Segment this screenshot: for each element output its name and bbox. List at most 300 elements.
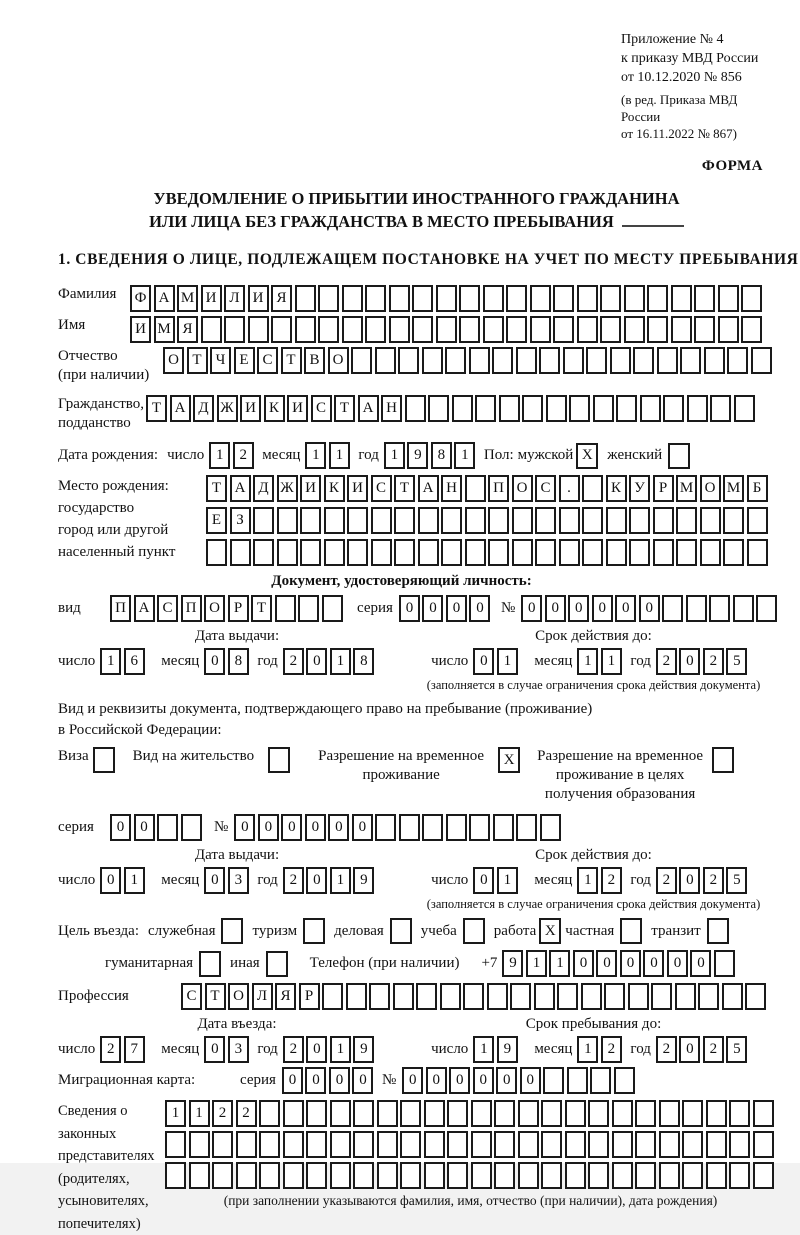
char-cell: Т <box>187 347 208 374</box>
residence-doc-intro2: в Российской Федерации: <box>58 722 222 738</box>
char-cell: 0 <box>204 867 225 894</box>
char-cell <box>447 1131 468 1158</box>
identity-doc-series-label: серия <box>357 600 393 616</box>
annex-line: от 10.12.2020 № 856 <box>621 70 742 85</box>
char-cell <box>640 395 661 422</box>
char-cell <box>300 539 321 566</box>
year-label: год <box>630 872 651 888</box>
char-cell: 0 <box>469 595 490 622</box>
char-cell <box>604 983 625 1010</box>
char-cell <box>428 395 449 422</box>
char-cell: 0 <box>110 814 131 841</box>
char-cell <box>635 1100 656 1127</box>
form-label: ФОРМА <box>701 158 763 174</box>
char-cell <box>400 1162 421 1189</box>
char-cell <box>614 1067 635 1094</box>
purpose-official-label: служебная <box>147 922 216 939</box>
char-cell <box>706 1131 727 1158</box>
char-cell <box>530 285 551 312</box>
char-cell <box>412 316 433 343</box>
char-cell <box>369 983 390 1010</box>
char-cell <box>353 1131 374 1158</box>
stay-day-cells <box>473 1036 520 1063</box>
birth-place-cells <box>206 475 770 571</box>
char-cell <box>471 1162 492 1189</box>
entry-day-cells <box>100 1036 147 1063</box>
char-cell: Е <box>234 347 255 374</box>
char-cell <box>753 1100 774 1127</box>
char-cell: Ч <box>210 347 231 374</box>
char-cell <box>224 316 245 343</box>
char-cell: 1 <box>209 442 230 469</box>
char-cell: 5 <box>726 1036 747 1063</box>
char-cell <box>298 595 319 622</box>
identity-doc-kind-cells <box>110 595 345 622</box>
title-blank-underline <box>622 211 684 227</box>
char-cell <box>236 1131 257 1158</box>
char-cell: 9 <box>502 950 523 977</box>
char-cell: Т <box>394 475 415 502</box>
char-cell <box>394 507 415 534</box>
char-cell <box>727 347 748 374</box>
char-cell <box>422 347 443 374</box>
char-cell <box>441 539 462 566</box>
char-cell: 0 <box>679 867 700 894</box>
char-cell <box>534 983 555 1010</box>
char-cell <box>510 983 531 1010</box>
char-cell <box>553 285 574 312</box>
char-cell <box>729 1131 750 1158</box>
char-cell <box>675 983 696 1010</box>
char-cell: Т <box>251 595 272 622</box>
char-cell: О <box>228 983 249 1010</box>
char-cell <box>706 1162 727 1189</box>
char-cell <box>733 595 754 622</box>
option-visa <box>58 747 115 773</box>
char-cell <box>318 316 339 343</box>
char-cell <box>371 539 392 566</box>
char-cell <box>324 539 345 566</box>
char-cell: 0 <box>446 595 467 622</box>
char-cell: 0 <box>690 950 711 977</box>
char-cell: А <box>358 395 379 422</box>
stay-until-title: Срок пребывания до: <box>525 1016 662 1032</box>
char-cell <box>157 814 178 841</box>
char-cell: 2 <box>703 867 724 894</box>
char-cell <box>483 285 504 312</box>
char-cell <box>516 347 537 374</box>
purpose-private-checkbox <box>620 918 642 944</box>
char-cell <box>512 507 533 534</box>
char-cell <box>671 316 692 343</box>
birth-place-row1 <box>206 475 770 502</box>
char-cell <box>441 507 462 534</box>
entry-stay-dates <box>58 1016 775 1063</box>
day-label: число <box>58 872 96 888</box>
char-cell <box>518 1131 539 1158</box>
char-cell <box>398 347 419 374</box>
residence-doc-series-label: серия <box>58 819 94 835</box>
char-cell <box>189 1131 210 1158</box>
char-cell <box>471 1100 492 1127</box>
char-cell <box>709 595 730 622</box>
char-cell: К <box>606 475 627 502</box>
char-cell: 1 <box>330 1036 351 1063</box>
char-cell: 1 <box>305 442 326 469</box>
month-label: месяц <box>534 872 573 888</box>
char-cell <box>582 539 603 566</box>
patronymic-cells <box>163 347 774 374</box>
stay-month-cells <box>577 1036 624 1063</box>
char-cell <box>295 285 316 312</box>
char-cell: А <box>230 475 251 502</box>
char-cell: Ж <box>277 475 298 502</box>
char-cell: 0 <box>402 1067 423 1094</box>
char-cell <box>581 983 602 1010</box>
char-cell <box>577 285 598 312</box>
char-cell <box>471 1131 492 1158</box>
char-cell: Я <box>275 983 296 1010</box>
char-cell <box>714 950 735 977</box>
char-cell <box>522 395 543 422</box>
char-cell <box>559 539 580 566</box>
char-cell: 2 <box>233 442 254 469</box>
char-cell <box>557 983 578 1010</box>
char-cell: 2 <box>236 1100 257 1127</box>
char-cell: М <box>723 475 744 502</box>
char-cell <box>747 539 768 566</box>
char-cell: 1 <box>577 867 598 894</box>
char-cell: С <box>157 595 178 622</box>
char-cell <box>593 395 614 422</box>
char-cell <box>563 347 584 374</box>
char-cell <box>440 983 461 1010</box>
char-cell: 1 <box>330 867 351 894</box>
identity-issue-group <box>58 628 416 693</box>
char-cell: 7 <box>124 1036 145 1063</box>
migration-card-series-cells <box>282 1067 376 1094</box>
char-cell <box>259 1131 280 1158</box>
char-cell <box>447 1100 468 1127</box>
purpose-humanitarian-checkbox <box>199 951 221 977</box>
char-cell <box>704 347 725 374</box>
char-cell: 0 <box>282 1067 303 1094</box>
purpose-tourism-checkbox <box>303 918 325 944</box>
char-cell <box>436 285 457 312</box>
char-cell <box>647 285 668 312</box>
char-cell <box>322 983 343 1010</box>
char-cell: 1 <box>549 950 570 977</box>
char-cell <box>253 507 274 534</box>
char-cell <box>741 285 762 312</box>
char-cell <box>412 285 433 312</box>
char-cell <box>659 1131 680 1158</box>
entry-date-title: Дата въезда: <box>197 1016 277 1032</box>
residence-expiry-day-cells <box>473 867 520 894</box>
char-cell <box>722 983 743 1010</box>
char-cell: 0 <box>204 1036 225 1063</box>
purpose-row1 <box>58 918 775 944</box>
char-cell: 1 <box>577 648 598 675</box>
char-cell <box>212 1131 233 1158</box>
migration-card-label: Миграционная карта: <box>58 1072 196 1088</box>
identity-issue-year-cells <box>283 648 377 675</box>
identity-issue-title: Дата выдачи: <box>194 628 280 644</box>
char-cell <box>565 1162 586 1189</box>
char-cell <box>230 539 251 566</box>
char-cell: 0 <box>306 648 327 675</box>
char-cell: 8 <box>228 648 249 675</box>
char-cell: 0 <box>639 595 660 622</box>
char-cell: О <box>204 595 225 622</box>
char-cell: Н <box>381 395 402 422</box>
char-cell: П <box>181 595 202 622</box>
char-cell: О <box>328 347 349 374</box>
birth-month-label: месяц <box>262 447 301 463</box>
migration-card-number-cells <box>402 1067 637 1094</box>
char-cell <box>318 285 339 312</box>
char-cell: 2 <box>656 648 677 675</box>
char-cell: З <box>230 507 251 534</box>
char-cell: Л <box>252 983 273 1010</box>
char-cell <box>259 1100 280 1127</box>
char-cell <box>283 1100 304 1127</box>
char-cell <box>747 507 768 534</box>
char-cell: 0 <box>328 814 349 841</box>
option-temp-residence-checkbox: X <box>498 747 520 773</box>
char-cell <box>447 1162 468 1189</box>
char-cell: К <box>264 395 285 422</box>
char-cell: С <box>257 347 278 374</box>
char-cell: 0 <box>449 1067 470 1094</box>
char-cell <box>499 395 520 422</box>
char-cell <box>624 285 645 312</box>
profession-label: Профессия <box>58 988 129 1004</box>
char-cell <box>346 983 367 1010</box>
option-temp-residence-education-label: Разрешение на временное проживание в целях получения образования <box>537 748 704 802</box>
citizenship-cells <box>146 395 757 422</box>
surname-cells <box>130 285 765 312</box>
sex-label: Пол: <box>483 447 514 463</box>
char-cell <box>553 316 574 343</box>
char-cell <box>365 285 386 312</box>
char-cell: 9 <box>407 442 428 469</box>
char-cell: 0 <box>329 1067 350 1094</box>
representatives-row1 <box>165 1100 776 1127</box>
residence-issue-day-cells <box>100 867 147 894</box>
purpose-private-label: частная <box>565 922 615 939</box>
char-cell: О <box>512 475 533 502</box>
surname-label: Фамилия <box>58 286 117 302</box>
char-cell <box>330 1131 351 1158</box>
residence-doc-number-cells <box>234 814 563 841</box>
char-cell <box>389 316 410 343</box>
char-cell <box>753 1162 774 1189</box>
char-cell: 0 <box>422 595 443 622</box>
char-cell <box>647 316 668 343</box>
birth-date-row <box>58 442 775 469</box>
char-cell <box>277 507 298 534</box>
char-cell <box>493 814 514 841</box>
char-cell <box>271 316 292 343</box>
char-cell <box>651 983 672 1010</box>
char-cell <box>277 539 298 566</box>
char-cell: 0 <box>596 950 617 977</box>
char-cell <box>600 316 621 343</box>
char-cell: Е <box>206 507 227 534</box>
migration-card-number-label: № <box>381 1072 397 1088</box>
char-cell <box>394 539 415 566</box>
char-cell <box>723 507 744 534</box>
char-cell <box>189 1162 210 1189</box>
char-cell <box>463 983 484 1010</box>
birth-year-cells <box>384 442 478 469</box>
annex-amendment <box>621 91 775 142</box>
char-cell <box>283 1162 304 1189</box>
char-cell: 0 <box>352 1067 373 1094</box>
char-cell <box>530 316 551 343</box>
residence-expiry-note: (заполняется в случае ограничения срока действия документа) <box>426 897 761 911</box>
year-label: год <box>257 872 278 888</box>
char-cell <box>612 1131 633 1158</box>
char-cell <box>629 507 650 534</box>
identity-issue-month-cells <box>204 648 251 675</box>
char-cell <box>686 595 707 622</box>
option-temp-residence-education <box>534 747 734 804</box>
char-cell <box>535 539 556 566</box>
char-cell: 1 <box>601 648 622 675</box>
char-cell <box>586 347 607 374</box>
phone-label: Телефон (при наличии) <box>309 955 460 971</box>
char-cell <box>541 1100 562 1127</box>
phone-prefix: +7 <box>481 955 498 971</box>
given-name-cells <box>130 316 765 343</box>
char-cell: 1 <box>497 867 518 894</box>
char-cell <box>751 347 772 374</box>
char-cell <box>365 316 386 343</box>
char-cell <box>377 1100 398 1127</box>
patronymic-label: Отчество (при наличии) <box>58 348 150 383</box>
char-cell: Т <box>206 475 227 502</box>
char-cell: Т <box>281 347 302 374</box>
char-cell: И <box>300 475 321 502</box>
representatives-cells <box>165 1100 776 1235</box>
year-label: год <box>257 653 278 669</box>
entry-month-cells <box>204 1036 251 1063</box>
char-cell <box>347 539 368 566</box>
identity-doc-number-cells <box>521 595 780 622</box>
char-cell <box>588 1162 609 1189</box>
char-cell: И <box>347 475 368 502</box>
char-cell: К <box>324 475 345 502</box>
char-cell <box>483 316 504 343</box>
form-title <box>58 187 775 233</box>
option-visa-checkbox <box>93 747 115 773</box>
char-cell: 2 <box>212 1100 233 1127</box>
char-cell <box>206 539 227 566</box>
char-cell <box>436 316 457 343</box>
surname-row <box>58 285 775 312</box>
char-cell: С <box>371 475 392 502</box>
char-cell <box>475 395 496 422</box>
identity-doc-heading: Документ, удостоверяющий личность: <box>271 573 532 589</box>
char-cell <box>512 539 533 566</box>
char-cell <box>653 507 674 534</box>
char-cell <box>616 395 637 422</box>
char-cell <box>582 507 603 534</box>
char-cell: . <box>559 475 580 502</box>
char-cell: 2 <box>656 867 677 894</box>
char-cell <box>459 285 480 312</box>
residence-expiry-year-cells <box>656 867 750 894</box>
char-cell <box>516 814 537 841</box>
char-cell: Т <box>334 395 355 422</box>
residence-doc-intro1: Вид и реквизиты документа, подтверждающего право на пребывание (проживание) <box>58 701 593 717</box>
month-label: месяц <box>161 1041 200 1057</box>
char-cell <box>330 1162 351 1189</box>
migration-card-series-label: серия <box>240 1072 276 1088</box>
char-cell: С <box>535 475 556 502</box>
char-cell: М <box>177 285 198 312</box>
char-cell: 5 <box>726 867 747 894</box>
purpose-transit-label: транзит <box>651 922 701 939</box>
char-cell <box>459 316 480 343</box>
char-cell: 1 <box>329 442 350 469</box>
char-cell: 2 <box>100 1036 121 1063</box>
char-cell: 0 <box>281 814 302 841</box>
birth-place-row2 <box>206 507 770 534</box>
form-title-line1: УВЕДОМЛЕНИЕ О ПРИБЫТИИ ИНОСТРАННОГО ГРАЖДАНИНА <box>153 189 680 208</box>
profession-cells <box>181 983 769 1010</box>
char-cell <box>371 507 392 534</box>
char-cell <box>469 347 490 374</box>
char-cell <box>659 1100 680 1127</box>
char-cell <box>393 983 414 1010</box>
char-cell <box>424 1131 445 1158</box>
char-cell <box>181 814 202 841</box>
char-cell: 0 <box>568 595 589 622</box>
char-cell: 0 <box>620 950 641 977</box>
char-cell: 0 <box>573 950 594 977</box>
residence-expiry-title: Срок действия до: <box>535 847 652 863</box>
char-cell: И <box>201 285 222 312</box>
char-cell: 0 <box>134 814 155 841</box>
char-cell: 0 <box>305 814 326 841</box>
char-cell <box>465 539 486 566</box>
char-cell <box>676 507 697 534</box>
patronymic-row <box>58 347 775 385</box>
char-cell <box>612 1100 633 1127</box>
char-cell <box>577 316 598 343</box>
purpose-label: Цель въезда: <box>58 922 139 939</box>
char-cell: 0 <box>399 595 420 622</box>
char-cell <box>389 285 410 312</box>
char-cell <box>375 347 396 374</box>
char-cell <box>606 539 627 566</box>
day-label: число <box>58 1041 96 1057</box>
char-cell: Ф <box>130 285 151 312</box>
char-cell <box>565 1100 586 1127</box>
birth-year-label: год <box>358 447 379 463</box>
char-cell: 0 <box>258 814 279 841</box>
residence-issue-year-cells <box>283 867 377 894</box>
char-cell <box>465 475 486 502</box>
char-cell <box>546 395 567 422</box>
option-visa-label: Виза <box>58 748 89 764</box>
birth-month-cells <box>305 442 352 469</box>
char-cell: Р <box>228 595 249 622</box>
char-cell <box>710 395 731 422</box>
